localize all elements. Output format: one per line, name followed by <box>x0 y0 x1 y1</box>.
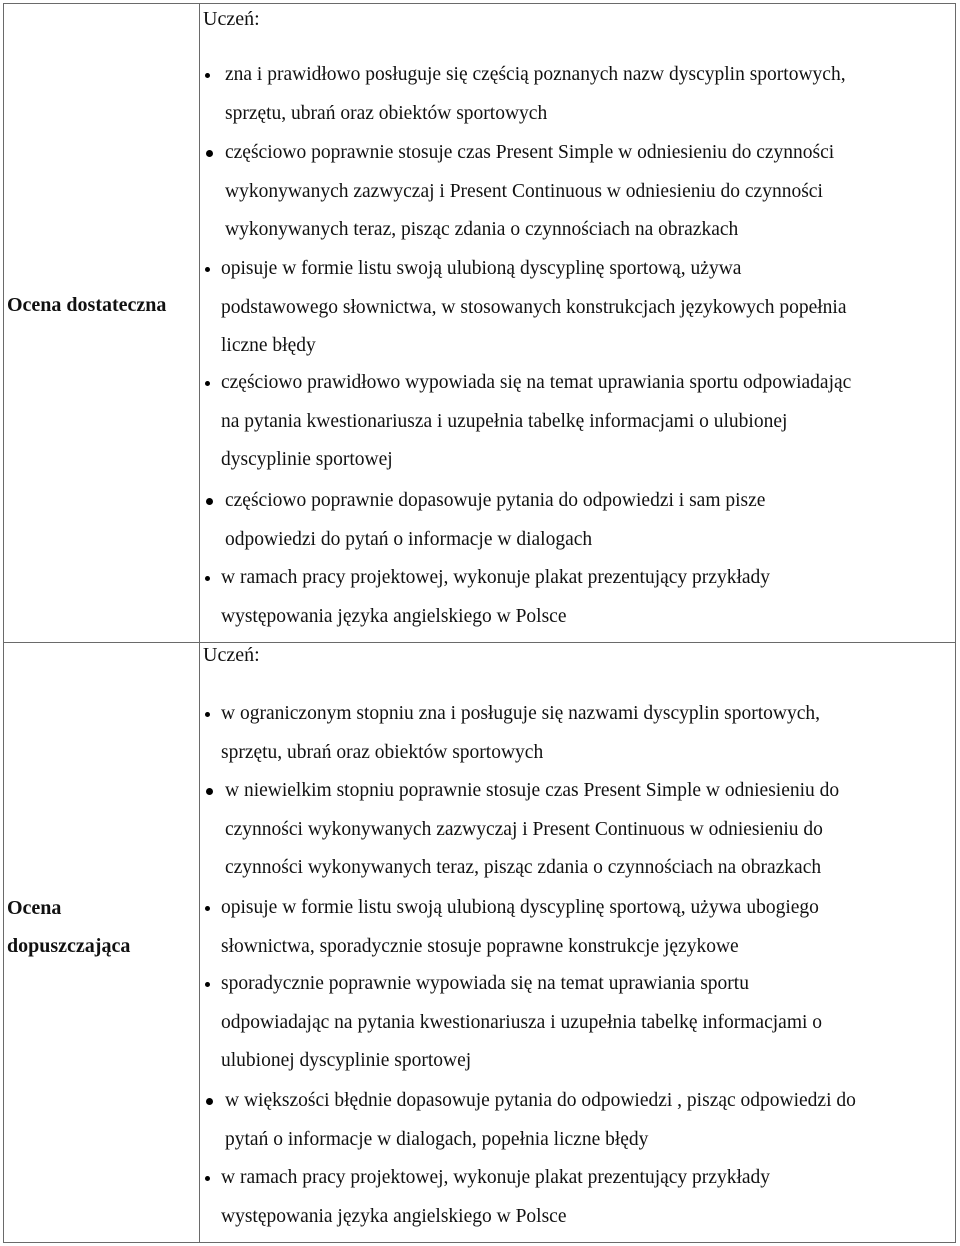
list-item <box>225 482 765 559</box>
list-item-line: sporadycznie poprawnie wypowiada się na temat uprawiania sportu <box>221 973 749 994</box>
list-item-line: odpowiadając na pytania kwestionariusza i uzupełnia tabelkę informacjami o <box>221 1011 823 1033</box>
list-item-line: sprzętu, ubrań oraz obiektów sportowych <box>221 741 544 763</box>
list-item-line: częściowo prawidłowo wypowiada się na temat uprawiania sportu odpowiadając <box>221 372 852 393</box>
bullet-icon <box>205 576 210 581</box>
bullet-icon <box>206 788 213 795</box>
list-item-line: w ramach pracy projektowej, wykonuje plakat prezentujący przykłady <box>221 567 771 588</box>
list-item-line: na pytania kwestionariusza i uzupełnia tabelkę informacjami o ulubionej <box>221 410 788 432</box>
list-item-line: w ograniczonym stopniu zna i posługuje się nazwami dyscyplin sportowych, <box>221 703 820 724</box>
list-item <box>225 134 834 250</box>
bullet-icon <box>205 906 210 911</box>
list-item <box>225 1082 856 1159</box>
bullet-icon <box>206 150 213 157</box>
list-item-line: opisuje w formie listu swoją ulubioną dyscyplinę sportową, używa ubogiego <box>221 897 819 918</box>
list-item-line: wykonywanych zazwyczaj i Present Continuous w odniesieniu do czynności <box>225 180 823 202</box>
grade-label-line: dopuszczająca <box>7 935 131 957</box>
list-item-line: częściowo poprawnie dopasowuje pytania do odpowiedzi i sam pisze <box>225 490 766 511</box>
list-item-line: pytań o informacje w dialogach, popełnia liczne błędy <box>225 1128 649 1150</box>
bullet-icon <box>205 73 210 78</box>
list-item <box>221 559 770 636</box>
list-item <box>221 965 822 1081</box>
grade-label-dopuszczajaca <box>7 889 130 965</box>
list-item-line: występowania języka angielskiego w Polsce <box>221 1205 567 1227</box>
list-item <box>225 56 846 133</box>
list-item-line: zna i prawidłowo posługuje się częścią poznanych nazw dyscyplin sportowych, <box>225 64 846 85</box>
list-item <box>225 772 839 888</box>
list-item-line: występowania języka angielskiego w Polsce <box>221 605 567 627</box>
list-item-line: odpowiedzi do pytań o informacje w dialogach <box>225 528 593 550</box>
list-item-line: w niewielkim stopniu poprawnie stosuje czas Present Simple w odniesieniu do <box>225 780 840 801</box>
list-item-line: w ramach pracy projektowej, wykonuje plakat prezentujący przykłady <box>221 1167 771 1188</box>
list-item-line: w większości błędnie dopasowuje pytania do odpowiedzi , pisząc odpowiedzi do <box>225 1090 856 1111</box>
list-item-line: częściowo poprawnie stosuje czas Present Simple w odniesieniu do czynności <box>225 142 835 163</box>
grade-label-dostateczna: Ocena dostateczna <box>7 294 167 316</box>
list-item <box>221 889 819 966</box>
list-item <box>221 250 847 366</box>
column-divider <box>199 4 200 1242</box>
list-item-line: opisuje w formie listu swoją ulubioną dyscyplinę sportową, używa <box>221 258 742 279</box>
bullet-icon <box>205 712 210 717</box>
bullet-icon <box>205 381 210 386</box>
list-item-line: czynności wykonywanych zazwyczaj i Present Continuous w odniesieniu do <box>225 818 823 840</box>
grade-label-line: Ocena <box>7 897 62 919</box>
bullet-icon <box>206 1098 213 1105</box>
bullet-icon <box>206 498 213 505</box>
list-item-line: wykonywanych teraz, pisząc zdania o czynnościach na obrazkach <box>225 219 739 240</box>
bullet-icon <box>205 267 210 272</box>
list-item-line: ulubionej dyscyplinie sportowej <box>221 1050 472 1071</box>
bullet-icon <box>205 1176 210 1181</box>
list-item-line: słownictwa, sporadycznie stosuje poprawne konstrukcje językowe <box>221 935 739 957</box>
bullet-icon <box>205 982 210 987</box>
section-header: Uczeń: <box>203 644 260 666</box>
list-item <box>221 1159 770 1236</box>
section-header: Uczeń: <box>203 8 260 30</box>
list-item-line: sprzętu, ubrań oraz obiektów sportowych <box>225 102 548 124</box>
list-item <box>221 695 820 772</box>
list-item-line: dyscyplinie sportowej <box>221 449 393 470</box>
list-item-line: podstawowego słownictwa, w stosowanych konstrukcjach językowych popełnia <box>221 296 847 318</box>
row-divider <box>4 642 955 643</box>
list-item-line: czynności wykonywanych teraz, pisząc zdania o czynnościach na obrazkach <box>225 857 822 878</box>
list-item-line: liczne błędy <box>221 335 316 356</box>
list-item <box>221 364 851 480</box>
